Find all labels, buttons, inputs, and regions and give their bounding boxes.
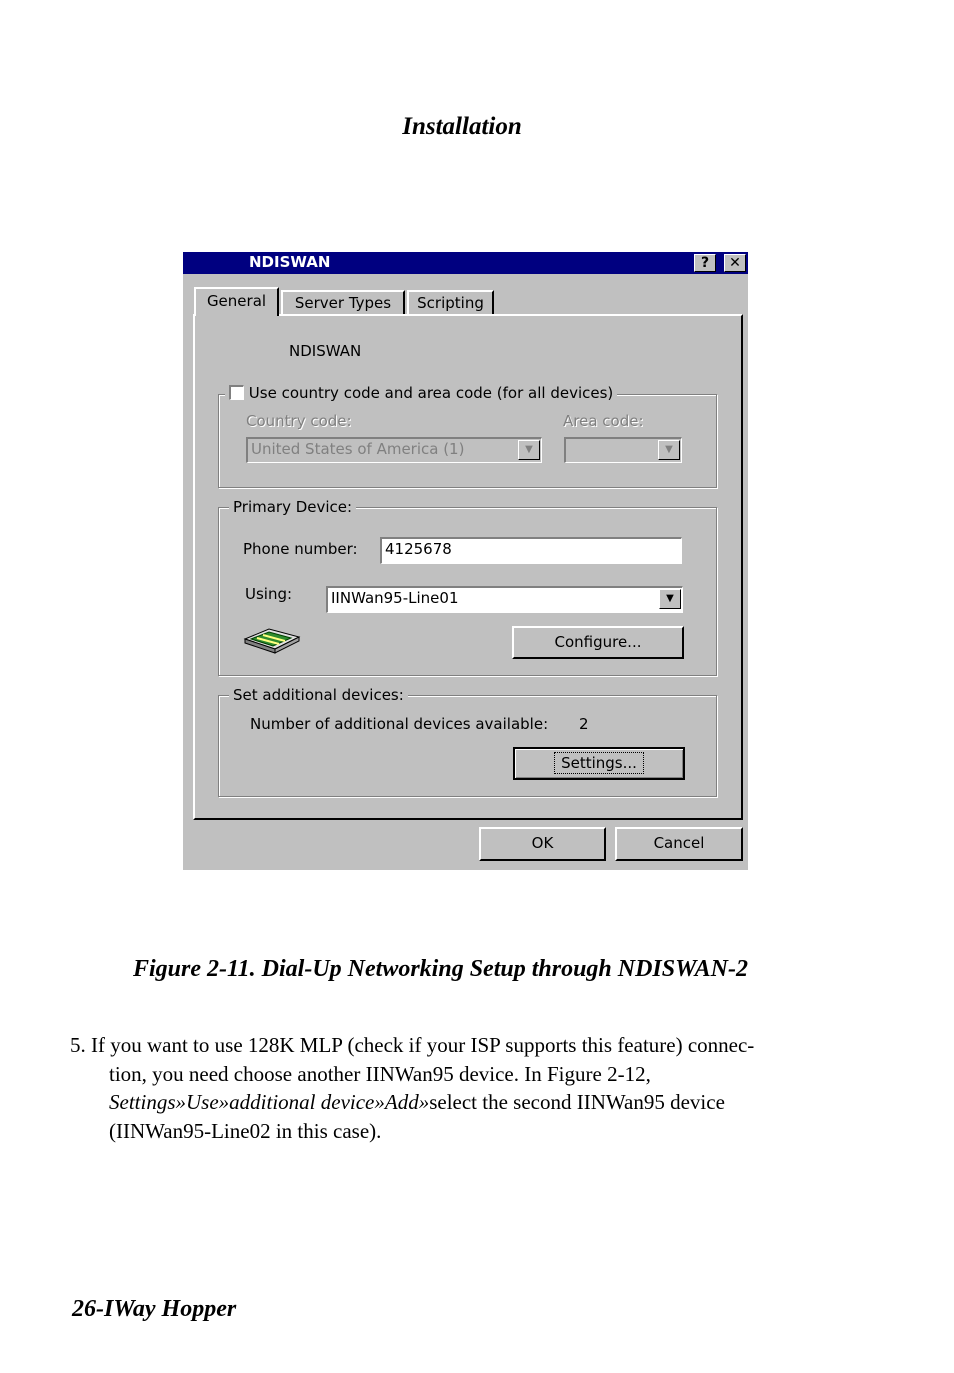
country-code-label: Country code: bbox=[246, 412, 352, 430]
additional-devices-label: Set additional devices: bbox=[229, 686, 408, 704]
help-button[interactable]: ? bbox=[694, 254, 716, 272]
tab-server-types-label: Server Types bbox=[294, 294, 392, 312]
country-code-value: United States of America (1) bbox=[251, 440, 465, 458]
modem-icon bbox=[243, 625, 301, 655]
country-checkbox[interactable] bbox=[229, 385, 244, 400]
settings-button-label: Settings... bbox=[554, 752, 644, 774]
settings-button[interactable] bbox=[513, 747, 685, 780]
figure-caption: Figure 2-11. Dial-Up Networking Setup through NDISWAN-2 bbox=[133, 956, 748, 982]
additional-available-label: Number of additional devices available: bbox=[250, 715, 549, 733]
page-footer: 26-IWay Hopper bbox=[72, 1296, 237, 1322]
tab-general[interactable] bbox=[194, 287, 279, 316]
country-area-group bbox=[218, 384, 717, 488]
paragraph-line-1: 5. If you want to use 128K MLP (check if your ISP supports this feature) connec- bbox=[70, 1033, 755, 1057]
cancel-button[interactable] bbox=[615, 827, 743, 861]
country-code-select[interactable] bbox=[246, 437, 542, 463]
tab-scripting[interactable] bbox=[407, 290, 494, 314]
additional-devices-group bbox=[218, 686, 717, 797]
using-select[interactable] bbox=[326, 586, 683, 613]
country-checkbox-label: Use country code and area code (for all devices) bbox=[248, 384, 614, 402]
configure-button-label: Configure... bbox=[554, 633, 642, 651]
primary-device-group bbox=[218, 498, 717, 676]
tab-general-label: General bbox=[206, 292, 267, 310]
page-header: Installation bbox=[402, 113, 522, 140]
tab-scripting-label: Scripting bbox=[417, 294, 484, 312]
phone-number-input[interactable]: 4125678 bbox=[380, 537, 682, 564]
primary-device-label: Primary Device: bbox=[229, 498, 356, 516]
chevron-down-icon[interactable]: ▼ bbox=[658, 440, 680, 460]
close-button[interactable]: ✕ bbox=[724, 254, 746, 272]
additional-available-count: 2 bbox=[579, 715, 589, 733]
chevron-down-icon[interactable]: ▼ bbox=[659, 589, 681, 609]
paragraph-line-4: (IINWan95-Line02 in this case). bbox=[109, 1118, 382, 1143]
dialog-title: NDISWAN bbox=[249, 253, 331, 271]
ok-button[interactable] bbox=[479, 827, 606, 861]
menu-path: Settings»Use»additional device»Add» bbox=[109, 1090, 430, 1114]
cancel-button-label: Cancel bbox=[653, 834, 705, 852]
title-bar[interactable] bbox=[183, 252, 748, 274]
ndiswan-dialog bbox=[183, 252, 748, 870]
device-name: NDISWAN bbox=[289, 342, 362, 360]
chevron-down-icon[interactable]: ▼ bbox=[518, 440, 540, 460]
paragraph-line-3 bbox=[70, 1088, 860, 1117]
configure-button[interactable] bbox=[512, 626, 684, 659]
area-code-select[interactable] bbox=[564, 437, 682, 463]
paragraph-line-3-rest: select the second IINWan95 device bbox=[429, 1090, 725, 1114]
body-paragraph bbox=[70, 1031, 860, 1145]
using-value: IINWan95-Line01 bbox=[331, 589, 459, 607]
paragraph-line-2: tion, you need choose another IINWan95 device. In Figure 2-12, bbox=[109, 1061, 651, 1086]
using-label: Using: bbox=[245, 585, 293, 603]
phone-number-label: Phone number: bbox=[243, 540, 358, 558]
area-code-label: Area code: bbox=[563, 412, 644, 430]
tab-server-types[interactable] bbox=[281, 290, 405, 314]
tab-page-general bbox=[193, 314, 743, 820]
ok-button-label: OK bbox=[531, 834, 554, 852]
country-checkbox-row[interactable] bbox=[225, 384, 617, 402]
